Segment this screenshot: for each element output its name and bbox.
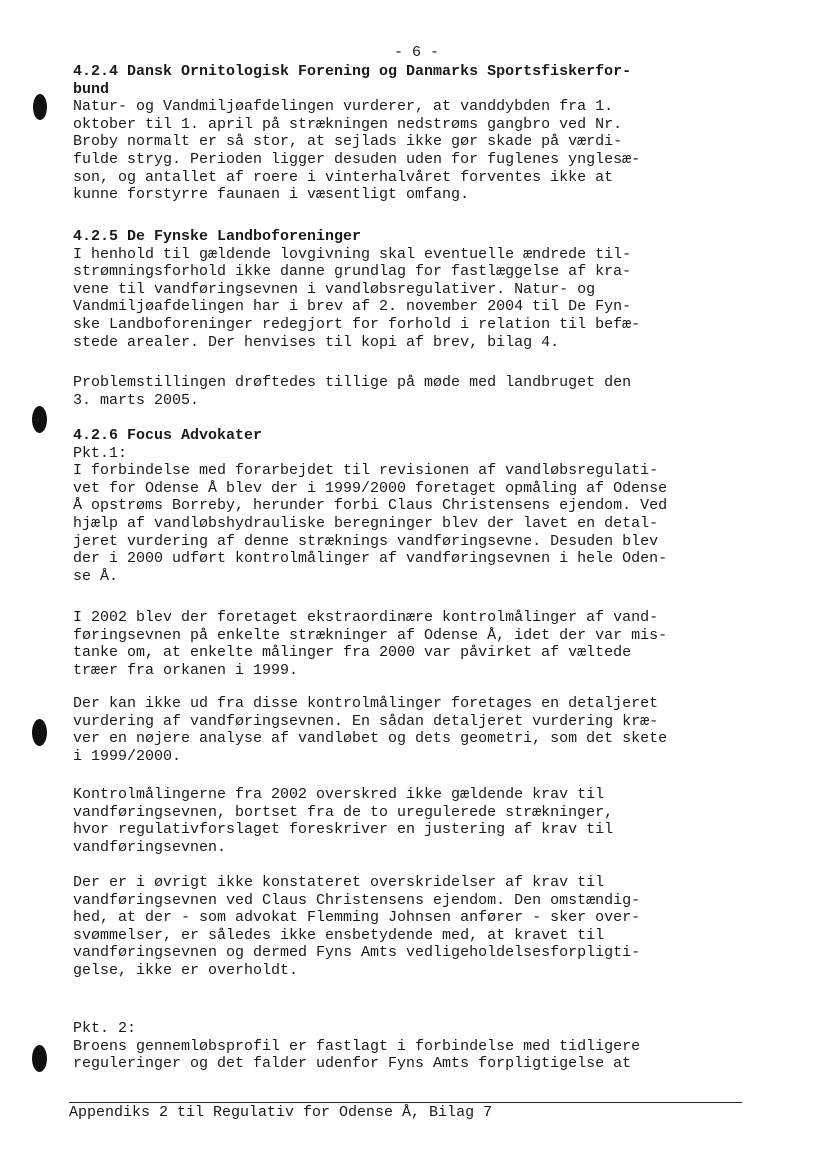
paragraph-block xyxy=(73,374,745,409)
text-line: svømmelser, er således ikke ensbetydende med, at kravet til xyxy=(73,926,605,944)
text-line: Der kan ikke ud fra disse kontrolmålinger foretages en detaljeret xyxy=(73,695,659,712)
text-line: vandføringsevnen, bortset fra de to uregulerede strækninger, xyxy=(73,803,614,821)
text-line: I forbindelse med forarbejdet til revisionen af vandløbsregulati- xyxy=(73,462,659,480)
punch-hole xyxy=(32,1045,47,1072)
text-line: gelse, ikke er overholdt. xyxy=(73,961,299,979)
paragraph xyxy=(73,874,745,980)
text-line: son, og antallet af roere i vinterhalvåret forventes ikke at xyxy=(73,168,614,186)
page-footer: Appendiks 2 til Regulativ for Odense Å, Bilag 7 xyxy=(69,1104,493,1121)
punch-hole xyxy=(32,406,47,433)
text-line: jeret vurdering af denne stræknings vandføringsevne. Desuden blev xyxy=(73,532,659,550)
text-line: Pkt.1: xyxy=(73,444,128,462)
text-line: Der er i øvrigt ikke konstateret overskridelser af krav til xyxy=(73,874,605,891)
text-line: se Å. xyxy=(73,567,119,585)
text-line: 3. marts 2005. xyxy=(73,391,200,409)
text-line: vandføringsevnen ved Claus Christensens ejendom. Den omstændig- xyxy=(73,891,641,909)
punch-hole xyxy=(32,719,47,746)
text-line: oktober til 1. april på strækningen nedstrøms gangbro ved Nr. xyxy=(73,115,623,133)
paragraph xyxy=(73,98,745,204)
section-4-2-4 xyxy=(73,63,745,204)
text-line: Vandmiljøafdelingen har i brev af 2. november 2004 til De Fyn- xyxy=(73,298,632,316)
text-line: I 2002 blev der foretaget ekstraordinære kontrolmålinger af vand- xyxy=(73,609,659,626)
text-line: hvor regulativforslaget foreskriver en justering af krav til xyxy=(73,821,614,839)
paragraph xyxy=(73,786,745,856)
text-line: Å opstrøms Borreby, herunder forbi Claus Christensens ejendom. Ved xyxy=(73,497,668,515)
text-line: Broby normalt er så stor, at sejlads ikke gør skade på værdi- xyxy=(73,133,623,151)
text-line: hed, at der - som advokat Flemming Johnsen anfører - sker over- xyxy=(73,909,641,927)
paragraph xyxy=(73,1020,745,1073)
text-line: hjælp af vandløbshydrauliske beregninger blev der lavet en detal- xyxy=(73,514,659,532)
heading-line: bund xyxy=(73,80,110,98)
paragraph-block xyxy=(73,874,745,980)
section-heading xyxy=(73,228,745,246)
text-line: Broens gennemløbsprofil er fastlagt i forbindelse med tidligere xyxy=(73,1037,641,1055)
paragraph-block xyxy=(73,1020,745,1073)
text-line: fulde stryg. Perioden ligger desuden uden for fuglenes ynglesæ- xyxy=(73,150,641,168)
text-line: ske Landboforeninger redegjort for forhold i relation til befæ- xyxy=(73,315,641,333)
paragraph-block xyxy=(73,786,745,856)
text-line: ver en nøjere analyse af vandløbet og dets geometri, som det skete xyxy=(73,730,668,748)
text-line: i 1999/2000. xyxy=(73,747,182,765)
text-line: vene til vandføringsevnen i vandløbsregulativer. Natur- og xyxy=(73,280,596,298)
text-line: vet for Odense Å blev der i 1999/2000 foretaget opmåling af Odense xyxy=(73,479,668,497)
text-line: Problemstillingen drøftedes tillige på møde med landbruget den xyxy=(73,374,632,391)
footer-divider xyxy=(69,1102,742,1103)
text-line: føringsevnen på enkelte strækninger af Odense Å, idet der var mis- xyxy=(73,626,668,644)
text-line: vandføringsevnen. xyxy=(73,838,227,856)
paragraph xyxy=(73,374,745,409)
text-line: kunne forstyrre faunaen i væsentligt omfang. xyxy=(73,186,470,204)
text-line: vandføringsevnen og dermed Fyns Amts vedligeholdelsesforpligti- xyxy=(73,944,641,962)
text-line: tanke om, at enkelte målinger fra 2000 var påvirket af væltede xyxy=(73,644,632,662)
paragraph-block xyxy=(73,695,745,765)
section-4-2-6 xyxy=(73,427,745,585)
heading-line: 4.2.5 De Fynske Landboforeninger xyxy=(73,228,362,245)
paragraph xyxy=(73,246,745,352)
section-heading xyxy=(73,427,745,445)
section-4-2-5 xyxy=(73,228,745,351)
text-line: Natur- og Vandmiljøafdelingen vurderer, at vanddybden fra 1. xyxy=(73,98,614,116)
paragraph xyxy=(73,609,745,679)
text-line: strømningsforhold ikke danne grundlag for fastlæggelse af kra- xyxy=(73,263,632,281)
heading-line: 4.2.6 Focus Advokater xyxy=(73,427,263,444)
punch-hole xyxy=(33,94,47,120)
text-line: vurdering af vandføringsevnen. En sådan detaljeret vurdering kræ- xyxy=(73,712,659,730)
paragraph xyxy=(73,445,745,586)
text-line: stede arealer. Der henvises til kopi af brev, bilag 4. xyxy=(73,333,560,351)
page-number: - 6 - xyxy=(394,44,440,61)
section-heading xyxy=(73,63,745,98)
text-line: reguleringer og det falder udenfor Fyns Amts forpligtigelse at xyxy=(73,1055,632,1073)
text-line: Kontrolmålingerne fra 2002 overskred ikke gældende krav til xyxy=(73,786,605,803)
paragraph xyxy=(73,695,745,765)
text-line: der i 2000 udført kontrolmålinger af vandføringsevnen i hele Oden- xyxy=(73,550,668,568)
text-line: I henhold til gældende lovgivning skal eventuelle ændrede til- xyxy=(73,245,632,263)
text-line: træer fra orkanen i 1999. xyxy=(73,661,299,679)
heading-line: 4.2.4 Dansk Ornitologisk Forening og Danmarks Sportsfiskerfor- xyxy=(73,63,632,80)
text-line: Pkt. 2: xyxy=(73,1020,137,1037)
paragraph-block xyxy=(73,609,745,679)
